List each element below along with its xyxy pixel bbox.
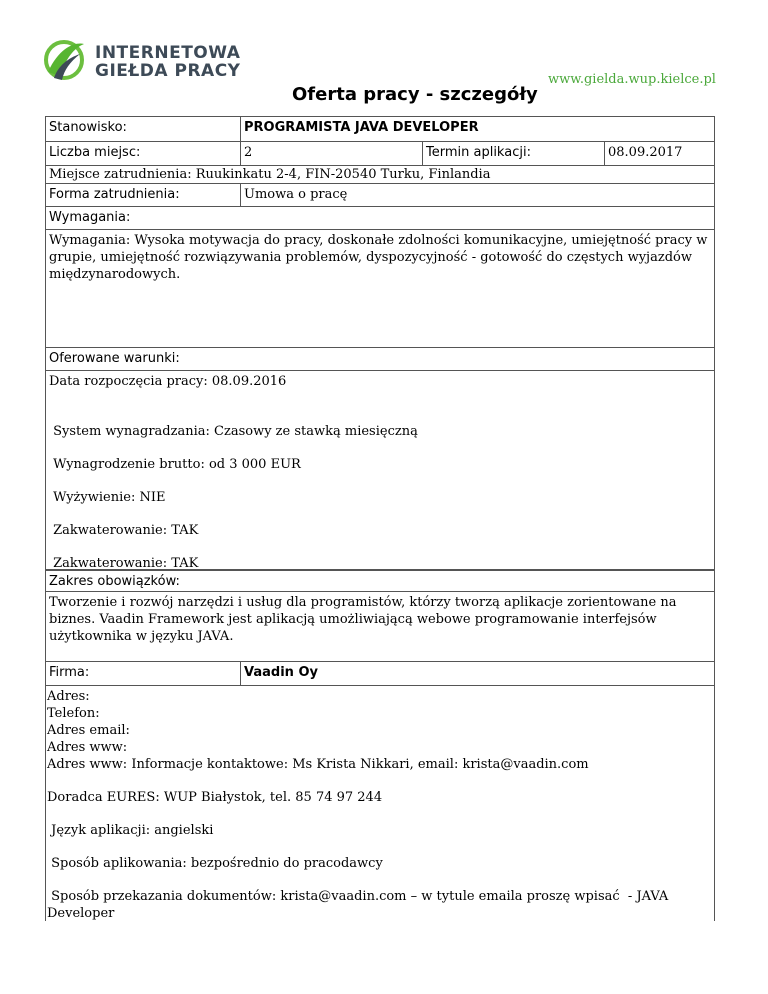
offer-table — [45, 116, 715, 921]
contact-row — [46, 685, 714, 921]
contact-www-info: Adres www: Informacje kontaktowe: Ms Krista Nikkari, email: krista@vaadin.com — [47, 757, 589, 772]
logo-text: INTERNETOWA GIEŁDA PRACY — [95, 43, 241, 81]
contact-eures: Doradca EURES: WUP Białystok, tel. 85 74 97 244 — [47, 790, 383, 805]
duties-text: Tworzenie i rozwój narzędzi i usług dla programistów, którzy tworzą aplikacje zorientowane na biznes. Vaadin Framework jest aplikacją umożliwiającą webowe programowanie interfejsów użytkownika w języku JAVA. — [49, 595, 677, 644]
page-title: Oferta pracy - szczegóły — [292, 84, 538, 105]
form-row — [46, 183, 714, 206]
places-label: Liczba miejsc: — [49, 145, 141, 160]
requirements-header-row — [46, 206, 714, 229]
company-value: Vaadin Oy — [240, 662, 714, 685]
conditions-header: Oferowane warunki: — [49, 351, 180, 366]
requirements-body-row — [46, 229, 714, 347]
company-row — [46, 661, 714, 685]
location-row — [46, 165, 714, 183]
contact-documents: Sposób przekazania dokumentów: krista@vaadin.com – w tytule emaila proszę wpisać - JAVA Developer — [47, 889, 673, 921]
contact-email: Adres email: — [47, 723, 130, 738]
position-value: PROGRAMISTA JAVA DEVELOPER — [240, 117, 714, 141]
places-row — [46, 141, 714, 165]
condition-meals: Wyżywienie: NIE — [49, 490, 166, 505]
contact-method: Sposób aplikowania: bezpośrednio do pracodawcy — [47, 856, 383, 871]
contact-language: Język aplikacji: angielski — [47, 823, 214, 838]
form-value: Umowa o pracę — [240, 184, 714, 206]
condition-housing: Zakwaterowanie: TAK — [49, 523, 199, 538]
site-url[interactable]: www.gielda.wup.kielce.pl — [548, 72, 716, 87]
form-label: Forma zatrudnienia: — [49, 187, 180, 202]
deadline-value: 08.09.2017 — [604, 142, 714, 165]
contact-www: Adres www: — [47, 740, 128, 755]
company-label: Firma: — [49, 665, 90, 680]
location-text: Miejsce zatrudnienia: Ruukinkatu 2-4, FIN-20540 Turku, Finlandia — [49, 167, 491, 182]
deadline-label: Termin aplikacji: — [422, 142, 604, 165]
position-row — [46, 116, 714, 141]
requirements-header: Wymagania: — [49, 210, 131, 225]
contact-address: Adres: — [47, 689, 90, 704]
duties-body-row — [46, 591, 714, 661]
duties-header-row — [46, 569, 714, 591]
contact-phone: Telefon: — [47, 706, 100, 721]
condition-housing-repeat: Zakwaterowanie: TAK — [49, 556, 199, 571]
conditions-header-row — [46, 347, 714, 370]
places-value: 2 — [240, 142, 422, 165]
contact-block — [46, 686, 714, 924]
conditions-list — [46, 371, 714, 574]
condition-salary: Wynagrodzenie brutto: od 3 000 EUR — [49, 457, 301, 472]
condition-start-date: Data rozpoczęcia pracy: 08.09.2016 — [49, 374, 287, 389]
conditions-body-row — [46, 370, 714, 569]
condition-pay-system: System wynagradzania: Czasowy ze stawką miesięczną — [49, 424, 418, 439]
duties-header: Zakres obowiązków: — [49, 574, 180, 589]
position-label: Stanowisko: — [49, 120, 127, 135]
requirements-text: Wymagania: Wysoka motywacja do pracy, doskonałe zdolności komunikacyjne, umiejętność pracy w grupie, umiejętność rozwiązywania problemów, dyspozycyjność - gotowość do częstych wyjazdów międzynarodowych. — [49, 233, 708, 282]
